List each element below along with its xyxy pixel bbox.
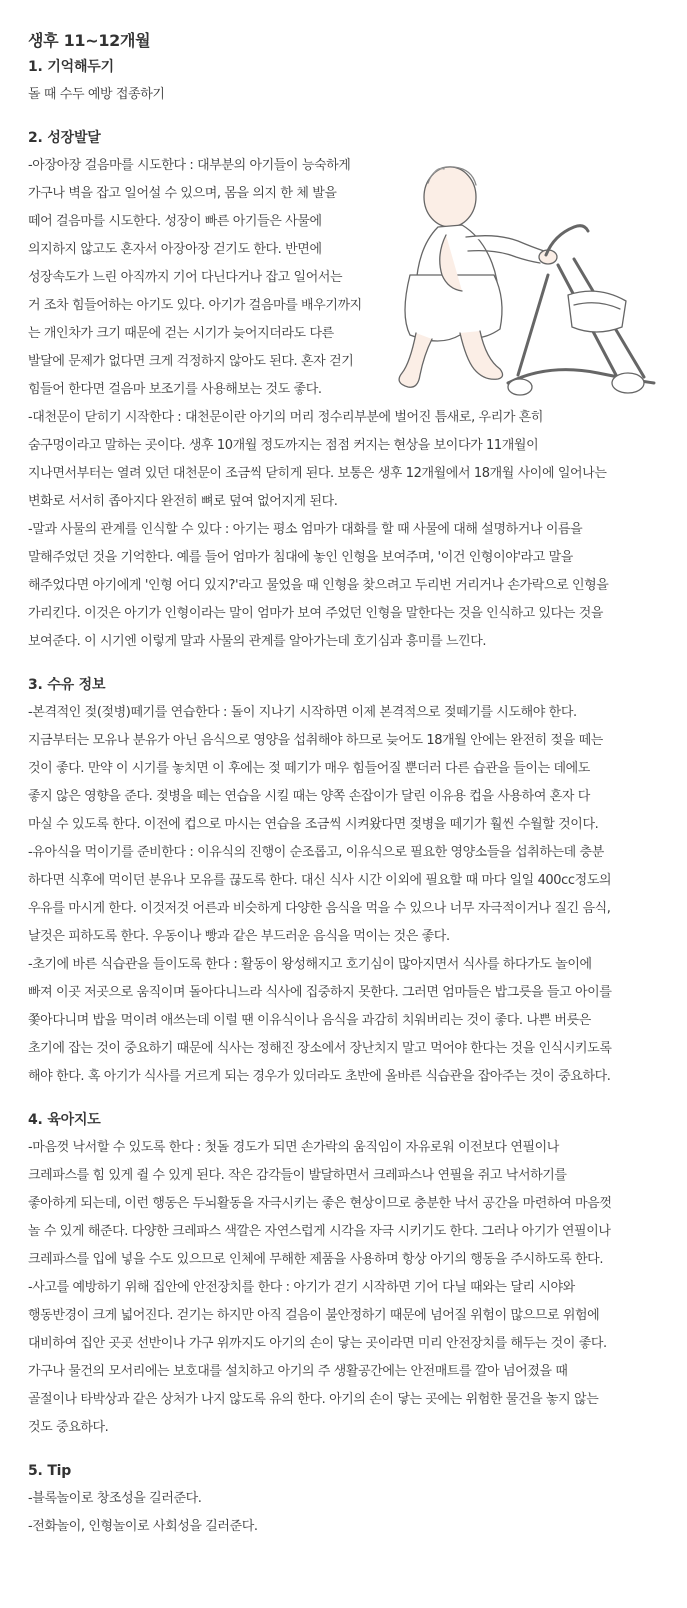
- paragraph-line: 마실 수 있도록 한다. 이전에 컵으로 마시는 연습을 조금씩 시켜왔다면 젖병을 떼기가 훨씬 수월할 것이다.: [28, 817, 599, 832]
- baby-walker-illustration: [388, 155, 658, 410]
- paragraph-line: 날것은 피하도록 한다. 우동이나 빵과 같은 부드러운 음식을 먹이는 것은 좋다.: [28, 929, 450, 944]
- paragraph-line: -아장아장 걸음마를 시도한다 : 대부분의 아기들이 능숙하게: [28, 158, 351, 173]
- paragraph-line: 좋지 않은 영향을 준다. 젖병을 떼는 연습을 시킬 때는 양쪽 손잡이가 달린 이유용 컵을 사용하여 혼자 다: [28, 789, 590, 804]
- paragraph-line: 해야 한다. 혹 아기가 식사를 거르게 되는 경우가 있더라도 초반에 올바른 식습관을 잡아주는 것이 중요하다.: [28, 1069, 611, 1084]
- section-heading-feeding: 3. 수유 정보: [28, 677, 106, 693]
- page-title: 생후 11~12개월: [28, 31, 151, 50]
- paragraph-line: 대비하여 집안 곳곳 선반이나 가구 위까지도 아기의 손이 닿는 곳이라면 미리 안전장치를 해두는 것이 좋다.: [28, 1336, 607, 1351]
- paragraph-line: 크레파스를 힘 있게 쥘 수 있게 된다. 작은 감각들이 발달하면서 크레파스나 연필을 쥐고 낙서하기를: [28, 1168, 567, 1183]
- paragraph-line: 해주었다면 아기에게 '인형 어디 있지?'라고 물었을 때 인형을 찾으려고 두리번 거리거나 손가락으로 인형을: [28, 578, 609, 593]
- paragraph-line: -유아식을 먹이기를 준비한다 : 이유식의 진행이 순조롭고, 이유식으로 필요한 영양소들을 섭취하는데 충분: [28, 845, 604, 860]
- paragraph-line: 것이 좋다. 만약 이 시기를 놓치면 이 후에는 젖 떼기가 매우 힘들어질 뿐더러 다른 습관을 들이는 데에도: [28, 761, 590, 776]
- paragraph-line: 가구나 물건의 모서리에는 보호대를 설치하고 아기의 주 생활공간에는 안전매트를 깔아 넘어졌을 때: [28, 1364, 568, 1379]
- paragraph-line: 말해주었던 것을 기억한다. 예를 들어 엄마가 침대에 놓인 인형을 보여주며, '이건 인형이야'라고 말을: [28, 550, 573, 565]
- paragraph-line: 의지하지 않고도 혼자서 아장아장 걷기도 한다. 반면에: [28, 242, 322, 257]
- paragraph-line: -초기에 바른 식습관을 들이도록 한다 : 활동이 왕성해지고 호기심이 많아지면서 식사를 하다가도 놀이에: [28, 957, 592, 972]
- section-heading-growth: 2. 성장발달: [28, 130, 101, 146]
- paragraph-line: -전화놀이, 인형놀이로 사회성을 길러준다.: [28, 1519, 258, 1534]
- paragraph-line: 빠져 이곳 저곳으로 움직이며 돌아다니느라 식사에 집중하지 못한다. 그러면 엄마들은 밥그릇을 들고 아이를: [28, 985, 612, 1000]
- paragraph-line: 숨구멍이라고 말하는 곳이다. 생후 10개월 정도까지는 점점 커지는 현상을 보이다가 11개월이: [28, 438, 539, 453]
- paragraph-line: 초기에 잡는 것이 중요하기 때문에 식사는 정해진 장소에서 장난치지 말고 먹어야 한다는 것을 인식시키도록: [28, 1041, 612, 1056]
- paragraph-line: 가구나 벽을 잡고 일어설 수 있으며, 몸을 의지 한 체 발을: [28, 186, 337, 201]
- paragraph-line: -블록놀이로 창조성을 길러준다.: [28, 1491, 202, 1506]
- paragraph-line: 지금부터는 모유나 분유가 아닌 음식으로 영양을 섭취해야 하므로 늦어도 18개월 안에는 완전히 젖을 떼는: [28, 733, 603, 748]
- paragraph-line: 것도 중요하다.: [28, 1420, 109, 1435]
- section-heading-memo: 1. 기억해두기: [28, 59, 114, 75]
- paragraph-line: 하다면 식후에 먹이던 분유나 모유를 끊도록 한다. 대신 식사 시간 이외에 필요할 때 마다 일일 400cc정도의: [28, 873, 612, 888]
- paragraph-line: 발달에 문제가 없다면 크게 걱정하지 않아도 된다. 혼자 걷기: [28, 354, 354, 369]
- paragraph-line: -마음껏 낙서할 수 있도록 한다 : 첫돌 경도가 되면 손가락의 움직임이 자유로워 이전보다 연필이나: [28, 1140, 559, 1155]
- paragraph-line: -사고를 예방하기 위해 집안에 안전장치를 한다 : 아기가 걷기 시작하면 기어 다닐 때와는 달리 시야와: [28, 1280, 575, 1295]
- paragraph-line: 지나면서부터는 열려 있던 대천문이 조금씩 닫히게 된다. 보통은 생후 12개월에서 18개월 사이에 일어나는: [28, 466, 607, 481]
- paragraph-line: 성장속도가 느린 아직까지 기어 다닌다거나 잡고 일어서는: [28, 270, 343, 285]
- paragraph-line: 는 개인차가 크기 때문에 걷는 시기가 늦어지더라도 다른: [28, 326, 334, 341]
- section-heading-parenting: 4. 육아지도: [28, 1112, 101, 1128]
- paragraph-line: -대천문이 닫히기 시작한다 : 대천문이란 아기의 머리 정수리부분에 벌어진 틈새로, 우리가 흔히: [28, 410, 544, 425]
- paragraph-line: 골절이나 타박상과 같은 상처가 나지 않도록 유의 한다. 아기의 손이 닿는 곳에는 위험한 물건을 놓지 않는: [28, 1392, 599, 1407]
- paragraph-line: 보여준다. 이 시기엔 이렇게 말과 사물의 관계를 알아가는데 호기심과 흥미를 느낀다.: [28, 634, 487, 649]
- paragraph-line: 가리킨다. 이것은 아기가 인형이라는 말이 엄마가 보여 주었던 인형을 말한다는 것을 인식하고 있다는 것을: [28, 606, 604, 621]
- paragraph-line: 떼어 걸음마를 시도한다. 성장이 빠른 아기들은 사물에: [28, 214, 322, 229]
- paragraph-line: -본격적인 젖(젖병)떼기를 연습한다 : 돌이 지나기 시작하면 이제 본격적으로 젖떼기를 시도해야 한다.: [28, 705, 577, 720]
- paragraph-line: 놀 수 있게 해준다. 다양한 크레파스 색깔은 자연스럽게 시각을 자극 시키기도 한다. 그러나 아기가 연필이나: [28, 1224, 611, 1239]
- paragraph-line: 돌 때 수두 예방 접종하기: [28, 87, 165, 102]
- paragraph-line: 크레파스를 입에 넣을 수도 있으므로 인체에 무해한 제품을 사용하며 항상 아기의 행동을 주시하도록 한다.: [28, 1252, 604, 1267]
- section-heading-tip: 5. Tip: [28, 1463, 72, 1479]
- paragraph-line: 변화로 서서히 좁아지다 완전히 뼈로 덮여 없어지게 된다.: [28, 494, 338, 509]
- paragraph-line: 행동반경이 크게 넓어진다. 걷기는 하지만 아직 걸음이 불안정하기 때문에 넘어질 위험이 많으므로 위험에: [28, 1308, 600, 1323]
- paragraph-line: 좋아하게 되는데, 이런 행동은 두뇌활동을 자극시키는 좋은 현상이므로 충분한 낙서 공간을 마련하여 마음껏: [28, 1196, 612, 1211]
- paragraph-line: 우유를 마시게 한다. 이것저것 어른과 비슷하게 다양한 음식을 먹을 수 있으나 너무 자극적이거나 질긴 음식,: [28, 901, 611, 916]
- paragraph-line: -말과 사물의 관계를 인식할 수 있다 : 아기는 평소 엄마가 대화를 할 때 사물에 대해 설명하거나 이름을: [28, 522, 583, 537]
- paragraph-line: 거 조차 힘들어하는 아기도 있다. 아기가 걸음마를 배우기까지: [28, 298, 362, 313]
- paragraph-line: 쫓아다니며 밥을 먹이려 애쓰는데 이럴 땐 이유식이나 음식을 과감히 치워버리는 것이 좋다. 나쁜 버릇은: [28, 1013, 591, 1028]
- paragraph-line: 힘들어 한다면 걸음마 보조기를 사용해보는 것도 좋다.: [28, 382, 322, 397]
